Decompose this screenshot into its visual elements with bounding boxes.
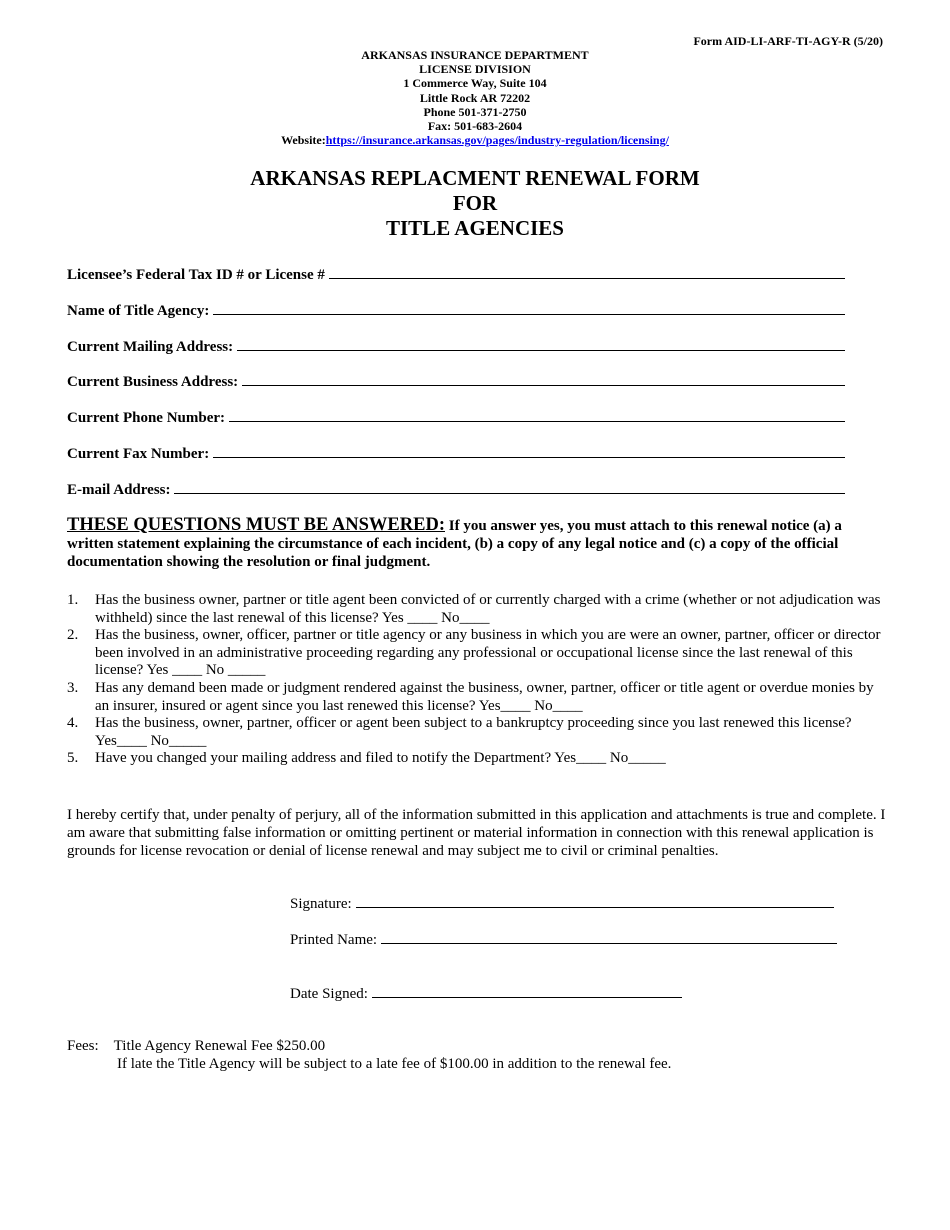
questions-header — [67, 516, 882, 571]
street-address: 1 Commerce Way, Suite 104 — [403, 76, 547, 91]
mailing-address-label: Current Mailing Address: — [67, 339, 234, 355]
city-address: Little Rock AR 72202 — [419, 90, 531, 105]
email-input[interactable] — [174, 481, 845, 494]
fax-input[interactable] — [213, 445, 845, 458]
date-signed-label: Date Signed: — [290, 986, 368, 1002]
fax-field — [67, 445, 845, 463]
questions-instructions: If you answer yes, you must attach to this renewal notice (a) a written statement explaining the circumstance of each incident, (b) a copy of any legal notice and (c) a copy of the official documentation showing the resolution or final judgment. — [67, 518, 842, 570]
printed-name-label: Printed Name: — [290, 932, 378, 948]
question-item — [67, 715, 887, 750]
email-field — [67, 481, 845, 499]
printed-name-input[interactable] — [381, 931, 837, 944]
question-item — [67, 750, 887, 768]
agency-name-label: Name of Title Agency: — [67, 303, 210, 319]
form-id: Form AID-LI-ARF-TI-AGY-R (5/20) — [693, 34, 883, 48]
renewal-fee: Title Agency Renewal Fee $250.00 — [113, 1038, 326, 1054]
questions-list — [67, 592, 887, 768]
agency-name-input[interactable] — [213, 302, 845, 315]
title-line-1: ARKANSAS REPLACMENT RENEWAL FORM — [250, 166, 700, 190]
question-number: 1. — [67, 592, 79, 608]
agency-name-field — [67, 302, 845, 320]
date-signed-field — [290, 985, 682, 1003]
website-label: Website: — [281, 133, 326, 148]
business-address-field — [67, 373, 845, 391]
fax-number: Fax: 501-683-2604 — [427, 119, 523, 134]
business-address-label: Current Business Address: — [67, 374, 239, 390]
department-header — [0, 48, 950, 147]
question-number: 3. — [67, 679, 79, 696]
mailing-address-field — [67, 338, 845, 356]
website-link[interactable]: https://insurance.arkansas.gov/pages/industry-regulation/licensing/ — [325, 133, 669, 148]
printed-name-field — [290, 931, 837, 949]
questions-title: THESE QUESTIONS MUST BE ANSWERED: — [67, 515, 445, 535]
division-name: LICENSE DIVISION — [419, 62, 531, 77]
business-address-input[interactable] — [242, 373, 845, 386]
phone-input[interactable] — [229, 409, 845, 422]
question-item — [67, 680, 887, 715]
question-text: Has any demand been made or judgment rendered against the business, owner, partner, officer or title agent or overdue monies by an insurer, insured or agent since you last renewed this license? Yes____ No____ — [95, 679, 874, 714]
question-item — [67, 627, 887, 680]
signature-field — [290, 895, 834, 913]
fax-label: Current Fax Number: — [67, 446, 210, 462]
tax-id-field — [67, 266, 845, 284]
signature-input[interactable] — [356, 895, 834, 908]
question-number: 5. — [67, 750, 79, 767]
question-text: Have you changed your mailing address and filed to notify the Department? Yes____ No_____ — [95, 750, 666, 767]
department-name: ARKANSAS INSURANCE DEPARTMENT — [361, 48, 589, 62]
question-item — [67, 592, 887, 627]
certification-statement: I hereby certify that, under penalty of perjury, all of the information submitted in this application and attachments is true and complete. I am aware that submitting false information or omitting pertinent or material information in connection with this renewal application is grounds for license revocation or denial of license renewal and may subject me to civil or criminal penalties. — [67, 807, 886, 859]
tax-id-input[interactable] — [329, 266, 845, 279]
phone-number: Phone 501-371-2750 — [423, 104, 527, 119]
title-line-3: TITLE AGENCIES — [386, 216, 564, 240]
fees-section — [67, 1037, 887, 1073]
late-fee: If late the Title Agency will be subject to a late fee of $100.00 in addition to the renewal fee. — [117, 1056, 672, 1072]
title-line-2: FOR — [452, 191, 498, 215]
question-text: Has the business, owner, officer, partner or title agency or any business in which you are were an owner, partner, officer or director been involved in an administrative proceeding regarding any professional or occupational license since the last renewal of this license? Yes ____ No _____ — [95, 627, 881, 679]
question-number: 4. — [67, 715, 79, 732]
mailing-address-input[interactable] — [237, 338, 845, 351]
fees-label: Fees: — [67, 1038, 99, 1054]
form-title — [0, 166, 950, 241]
question-number: 2. — [67, 627, 79, 644]
email-label: E-mail Address: — [67, 482, 171, 498]
tax-id-label: Licensee’s Federal Tax ID # or License # — [67, 267, 325, 283]
date-signed-input[interactable] — [372, 985, 682, 998]
fees-row — [67, 1037, 887, 1055]
phone-label: Current Phone Number: — [67, 410, 226, 426]
phone-field — [67, 409, 845, 427]
signature-label: Signature: — [290, 896, 352, 912]
question-text: Has the business, owner, partner, officer or agent been subject to a bankruptcy proceeding since you last renewed this license? Yes____ No_____ — [95, 715, 852, 749]
question-text: Has the business owner, partner or title agent been convicted of or currently charged with a crime (whether or not adjudication was withheld) since the last renewal of this license? Yes ____ No____ — [95, 592, 881, 626]
website-line — [0, 133, 950, 147]
